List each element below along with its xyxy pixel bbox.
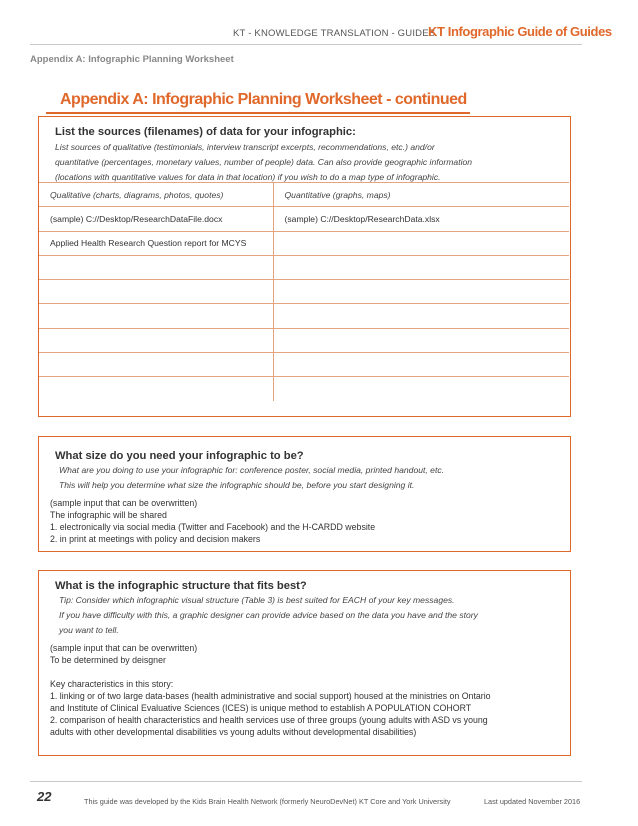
header-subtitle: KT - KNOWLEDGE TRANSLATION - GUIDES: [233, 28, 436, 39]
qualitative-cell[interactable]: Applied Health Research Question report for MCYS: [39, 231, 273, 255]
size-instructions: [59, 463, 559, 493]
answer-line: (sample input that can be overwritten): [50, 643, 198, 653]
table-row: [39, 207, 569, 231]
qualitative-cell[interactable]: [39, 255, 273, 279]
title-underline: [46, 112, 470, 114]
structure-instructions: [59, 593, 564, 638]
quantitative-cell[interactable]: [273, 353, 569, 377]
answer-line: Key characteristics in this story:: [50, 679, 174, 689]
answer-line: 1. linking or of two large data-bases (health administrative and social support) housed at the ministries on Ontario: [50, 691, 491, 701]
quantitative-cell[interactable]: (sample) C://Desktop/ResearchData.xlsx: [273, 207, 569, 231]
sources-section: [38, 116, 571, 417]
size-answer-field[interactable]: [50, 497, 560, 545]
section-label: Appendix A: Infographic Planning Worksheet: [30, 54, 234, 65]
table-row: [39, 328, 569, 352]
qualitative-cell[interactable]: (sample) C://Desktop/ResearchDataFile.docx: [39, 207, 273, 231]
footer-updated: Last updated November 2016: [484, 797, 581, 806]
answer-line: 2. in print at meetings with policy and decision makers: [50, 534, 261, 544]
table-row: [39, 377, 569, 401]
quantitative-cell[interactable]: [273, 304, 569, 328]
answer-line: and Institute of Clinical Evaluative Sciences (ICES) is unique method to establish A POPULATION COHORT: [50, 703, 472, 713]
answer-line: 1. electronically via social media (Twitter and Facebook) and the H-CARDD website: [50, 522, 376, 532]
size-section: [38, 436, 571, 552]
table-row: [39, 280, 569, 304]
column-header-quantitative: Quantitative (graphs, maps): [273, 183, 569, 207]
qualitative-cell[interactable]: [39, 280, 273, 304]
instruction-line: Tip: Consider which infographic visual structure (Table 3) is best suited for EACH of your key messages.: [59, 595, 455, 605]
answer-line: The infographic will be shared: [50, 510, 167, 520]
sources-instructions: [55, 140, 560, 185]
size-heading: What size do you need your infographic to be?: [55, 450, 304, 462]
instruction-line: If you have difficulty with this, a graphic designer can provide advice based on the data you have and the story: [59, 610, 478, 620]
instruction-line: List sources of qualitative (testimonials, interview transcript excerpts, recommendations, etc.) and/or: [55, 142, 435, 152]
table-row: [39, 353, 569, 377]
instruction-line: (locations with quantitative values for data in that location) if you wish to do a map type of infographic.: [55, 172, 441, 182]
instruction-line: This will help you determine what size the infographic should be, before you start designing it.: [59, 480, 415, 490]
footer-credit: This guide was developed by the Kids Brain Health Network (formerly NeuroDevNet) KT Core and York University: [84, 797, 451, 806]
qualitative-cell[interactable]: [39, 328, 273, 352]
table-row: [39, 231, 569, 255]
header-divider: [30, 44, 582, 45]
answer-line: 2. comparison of health characteristics and health services use of three groups (young adults with ASD vs young: [50, 715, 488, 725]
table-row: [39, 304, 569, 328]
structure-section: [38, 570, 571, 756]
structure-heading: What is the infographic structure that fits best?: [55, 580, 307, 592]
column-header-qualitative: Qualitative (charts, diagrams, photos, quotes): [39, 183, 273, 207]
structure-answer-field[interactable]: [50, 642, 565, 738]
page-number: 22: [37, 789, 52, 804]
table-header-row: [39, 183, 569, 207]
quantitative-cell[interactable]: [273, 231, 569, 255]
quantitative-cell[interactable]: [273, 377, 569, 401]
quantitative-cell[interactable]: [273, 328, 569, 352]
sources-table: [39, 182, 569, 401]
footer-divider: [30, 781, 582, 782]
quantitative-cell[interactable]: [273, 280, 569, 304]
instruction-line: you want to tell.: [59, 625, 119, 635]
page-title: Appendix A: Infographic Planning Worksheet - continued: [60, 91, 467, 108]
qualitative-cell[interactable]: [39, 304, 273, 328]
spacer: [50, 666, 565, 678]
header-title: KT Infographic Guide of Guides: [428, 24, 612, 39]
answer-line: (sample input that can be overwritten): [50, 498, 198, 508]
instruction-line: What are you doing to use your infographic for: conference poster, social media, printed handout, etc.: [59, 465, 445, 475]
sources-heading: List the sources (filenames) of data for your infographic:: [55, 126, 356, 138]
answer-line: To be determined by deisgner: [50, 655, 166, 665]
answer-line: adults with other developmental disabilities vs young adults without developmental disabilities): [50, 727, 417, 737]
table-row: [39, 255, 569, 279]
qualitative-cell[interactable]: [39, 353, 273, 377]
instruction-line: quantitative (percentages, monetary values, number of people) data. Can also provide geographic information: [55, 157, 473, 167]
qualitative-cell[interactable]: [39, 377, 273, 401]
quantitative-cell[interactable]: [273, 255, 569, 279]
